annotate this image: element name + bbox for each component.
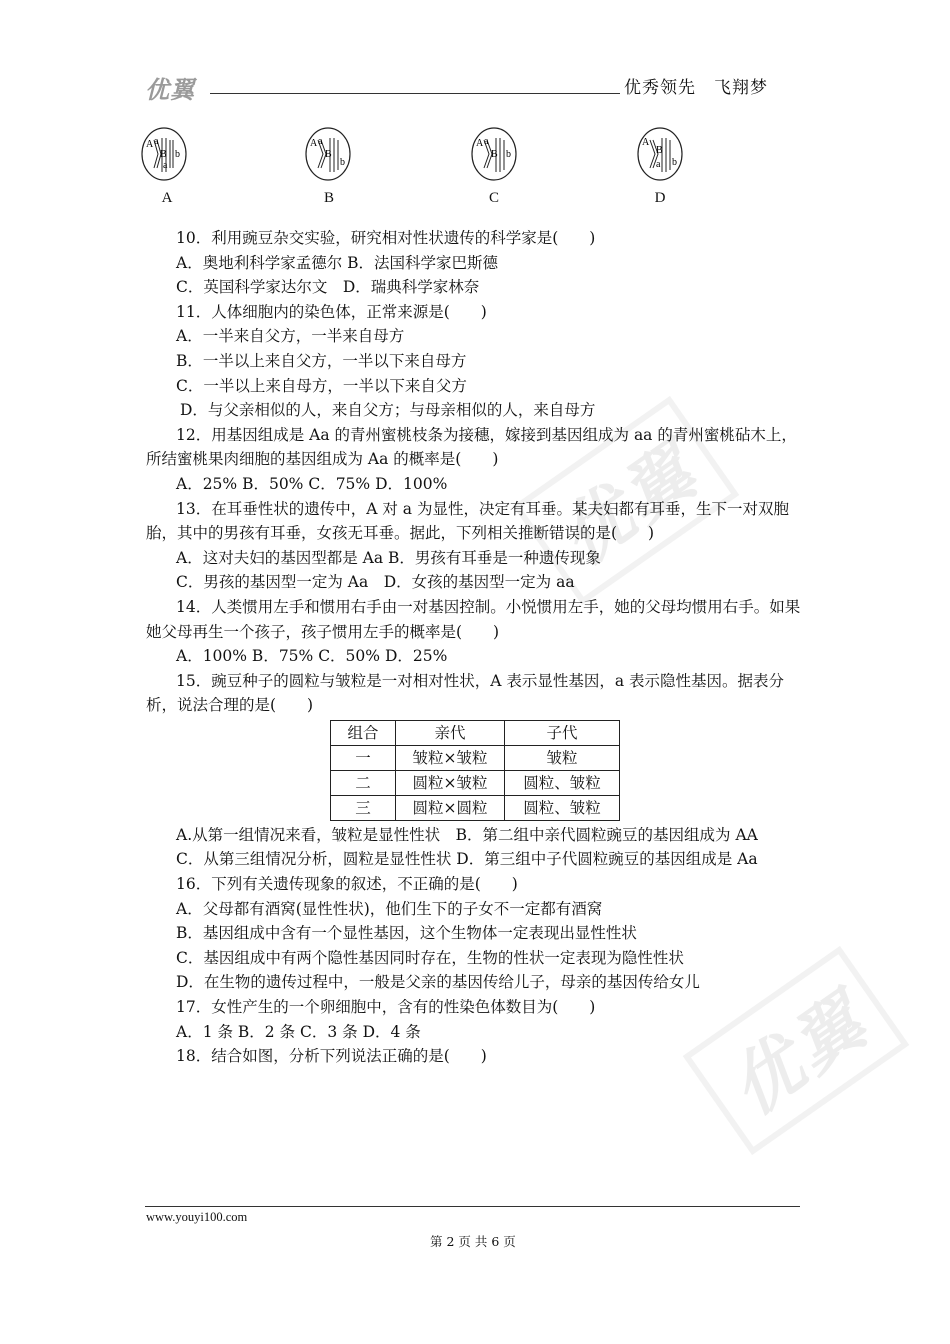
allele-label: A [476, 138, 484, 149]
q12-stem: 12．用基因组成是 Aa 的青州蜜桃枝条为接穗，嫁接到基因组成为 aa 的青州蜜桃砧木上，所结蜜桃果肉细胞的基因组成为 Aa 的概率是( ) [146, 425, 797, 469]
header-rule [210, 93, 620, 94]
cell-figure-b [304, 126, 352, 182]
allele-label: A [310, 138, 318, 149]
allele-label: b [175, 149, 180, 160]
table-header: 组合 [331, 720, 396, 745]
q16-option-a: A．父母都有酒窝(显性性状)，他们生下的子女不一定都有酒窝 [176, 899, 603, 918]
q10-stem: 10．利用豌豆杂交实验，研究相对性状遗传的科学家是( ) [176, 229, 596, 247]
allele-label: a [163, 160, 168, 171]
allele-label: A [146, 139, 154, 150]
cell-figure-a [140, 126, 188, 182]
allele-label: B [325, 149, 332, 160]
table-header: 亲代 [396, 720, 505, 745]
question-list [146, 226, 810, 1069]
q11-option-a: A．一半来自父方，一半来自母方 [176, 327, 405, 346]
watermark: 优翼 [513, 396, 740, 605]
table-cell: 皱粒×皱粒 [396, 745, 505, 770]
table-cell: 二 [331, 770, 396, 795]
q18-stem: 18．结合如图，分析下列说法正确的是( ) [176, 1047, 487, 1066]
table-row [331, 745, 620, 770]
allele-label: a [656, 159, 661, 170]
allele-label: A [642, 137, 650, 148]
q16-option-d: D．在生物的遗传过程中，一般是父亲的基因传给儿子，母亲的基因传给女儿 [176, 973, 700, 992]
table-row [331, 795, 620, 820]
footer-rule [145, 1206, 800, 1207]
allele-label: B [491, 149, 498, 160]
allele-label: b [340, 157, 345, 168]
q15-options-1: A.从第一组情况来看，皱粒是显性性状 B．第二组中亲代圆粒豌豆的基因组成为 AA [176, 825, 758, 844]
page-number: 第 2 页 共 6 页 [430, 1234, 516, 1249]
figure-label-d: D [654, 190, 666, 206]
table-cell: 圆粒、皱粒 [505, 770, 620, 795]
q13-options-1: A．这对夫妇的基因型都是 Aa B．男孩有耳垂是一种遗传现象 [176, 548, 601, 567]
cell-figure-c [470, 126, 518, 182]
q11-stem: 11．人体细胞内的染色体，正常来源是( ) [176, 302, 487, 321]
q16-option-c: C．基因组成中有两个隐性基因同时存在，生物的性状一定表现为隐性性状 [176, 948, 684, 967]
q13-options-2: C．男孩的基因型一定为 Aa D．女孩的基因型一定为 aa [176, 573, 575, 592]
q12-options: A．25% B．50% C．75% D．100% [176, 474, 448, 493]
table-cell: 皱粒 [505, 745, 620, 770]
header-slogan: 优秀领先 飞翔梦 [624, 78, 768, 98]
q16-stem: 16．下列有关遗传现象的叙述，不正确的是( ) [176, 875, 518, 894]
table-cell: 圆粒×皱粒 [396, 770, 505, 795]
allele-label: B [160, 149, 167, 160]
brand-logo: 优翼 [145, 76, 195, 104]
q11-option-d: D．与父亲相似的人，来自父方；与母亲相似的人，来自母方 [180, 401, 596, 420]
q15-table [330, 720, 620, 821]
table-cell: 三 [331, 795, 396, 820]
q14-stem: 14．人类惯用左手和惯用右手由一对基因控制。小悦惯用左手，她的父母均惯用右手。如果她父母再生一个孩子，孩子惯用左手的概率是( ) [146, 597, 801, 641]
q10-options-1: A．奥地利科学家孟德尔 B．法国科学家巴斯德 [176, 253, 499, 272]
q17-options: A．1 条 B．2 条 C．3 条 D．4 条 [176, 1022, 421, 1041]
allele-label: a [318, 136, 323, 147]
allele-label: B [656, 145, 663, 156]
q13-stem: 13．在耳垂性状的遗传中，A 对 a 为显性，决定有耳垂。某夫妇都有耳垂，生下一对双胞胎，其中的男孩有耳垂，女孩无耳垂。据此，下列相关推断错误的是( ) [146, 499, 789, 543]
cell-figure-d [636, 126, 684, 182]
figure-label-c: C [488, 190, 499, 206]
figure-label-b: B [323, 190, 334, 206]
allele-label: b [672, 157, 677, 168]
table-row [331, 770, 620, 795]
q10-options-2: C．英国科学家达尔文 D．瑞典科学家林奈 [176, 278, 480, 297]
table-cell: 圆粒×圆粒 [396, 795, 505, 820]
watermark: 优翼 [683, 946, 910, 1155]
allele-label: a [154, 136, 159, 147]
table-header-row [331, 720, 620, 745]
q17-stem: 17．女性产生的一个卵细胞中，含有的性染色体数目为( ) [176, 998, 596, 1017]
table-cell: 一 [331, 745, 396, 770]
table-cell: 圆粒、皱粒 [505, 795, 620, 820]
q16-option-b: B．基因组成中含有一个显性基因，这个生物体一定表现出显性性状 [176, 924, 637, 943]
q15-options-2: C．从第三组情况分析，圆粒是显性性状 D．第三组中子代圆粒豌豆的基因组成是 Aa [176, 850, 758, 869]
q15-stem: 15．豌豆种子的圆粒与皱粒是一对相对性状，A 表示显性基因，a 表示隐性基因。据表分析，说法合理的是( ) [146, 671, 785, 715]
q14-options: A．100% B．75% C．50% D．25% [176, 647, 448, 666]
footer-url[interactable]: www.youyi100.com [146, 1210, 248, 1224]
q11-option-b: B．一半以上来自父方，一半以下来自母方 [176, 351, 467, 370]
figure-label-a: A [161, 190, 173, 206]
table-header: 子代 [505, 720, 620, 745]
allele-label: b [506, 149, 511, 160]
q11-option-c: C．一半以上来自母方，一半以下来自父方 [176, 376, 467, 395]
allele-label: a [484, 136, 489, 147]
